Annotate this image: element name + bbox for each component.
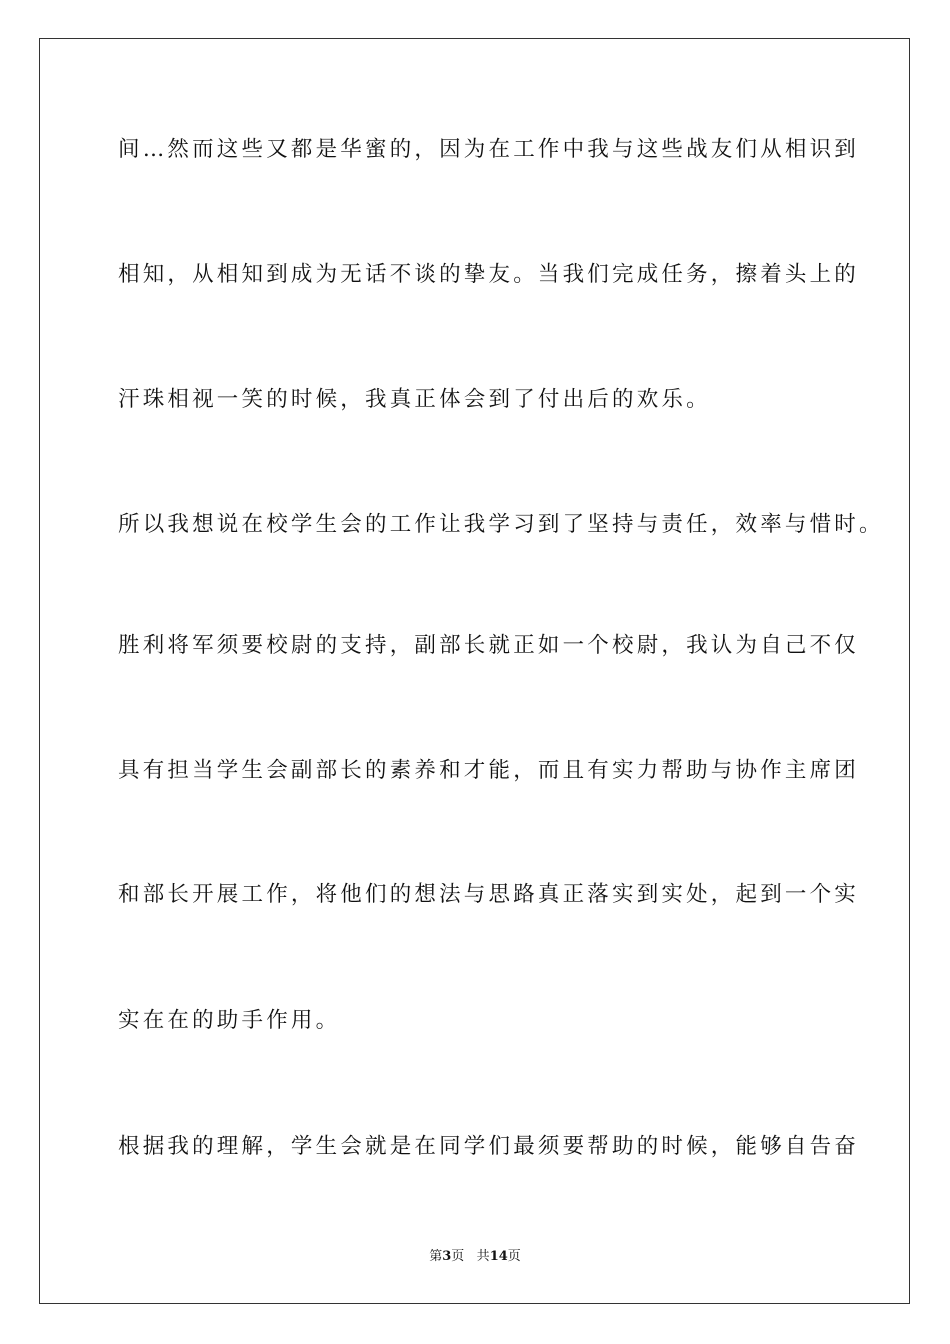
page-label-suffix: 页 xyxy=(451,1249,465,1264)
text-line: 相知，从相知到成为无话不谈的挚友。当我们完成任务，擦着头上的 xyxy=(118,262,860,287)
page-border xyxy=(39,38,910,1304)
total-label-prefix: 共 xyxy=(476,1249,490,1264)
text-line: 根据我的理解，学生会就是在同学们最须要帮助的时候，能够自告奋 xyxy=(118,1134,860,1159)
text-line: 汗珠相视一笑的时候，我真正体会到了付出后的欢乐。 xyxy=(118,387,711,412)
text-line: 和部长开展工作，将他们的想法与思路真正落实到实处，起到一个实 xyxy=(118,882,860,907)
total-label-suffix: 页 xyxy=(507,1249,521,1264)
text-line: 间…然而这些又都是华蜜的，因为在工作中我与这些战友们从相识到 xyxy=(118,137,860,162)
text-line: 胜利将军须要校尉的支持，副部长就正如一个校尉，我认为自己不仅 xyxy=(118,633,860,658)
page-number: 3 xyxy=(442,1249,452,1264)
text-line: 具有担当学生会副部长的素养和才能，而且有实力帮助与协作主席团 xyxy=(118,758,860,783)
text-line: 所以我想说在校学生会的工作让我学习到了坚持与责任，效率与惜时。 xyxy=(118,512,884,537)
text-line: 实在在的助手作用。 xyxy=(118,1008,341,1033)
total-pages: 14 xyxy=(489,1249,508,1264)
page-footer xyxy=(0,1250,950,1263)
page-label-prefix: 第 xyxy=(429,1249,443,1264)
